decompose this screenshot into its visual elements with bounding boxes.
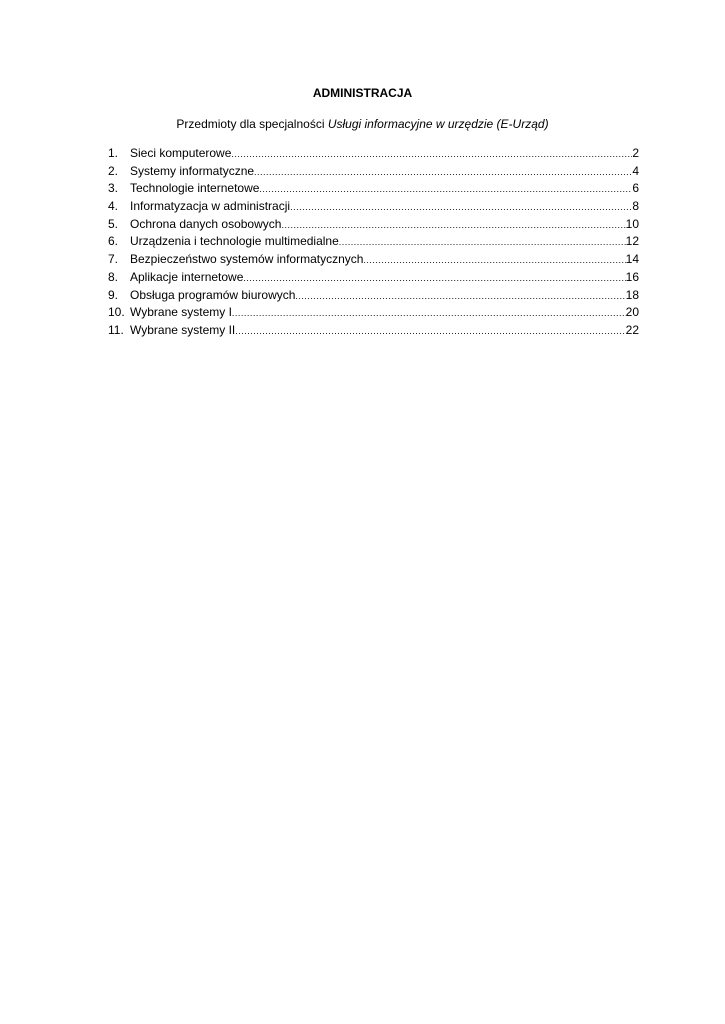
document-title: ADMINISTRACJA xyxy=(312,86,413,100)
toc-dot-leader xyxy=(281,217,625,235)
toc-entry-number: 9. xyxy=(108,287,119,302)
toc-entry-number: 5. xyxy=(108,216,119,231)
toc-entry-number: 7. xyxy=(108,252,119,267)
toc-entry-number: 6. xyxy=(108,234,119,249)
toc-entry-label[interactable]: Informatyzacja w administracji xyxy=(130,199,291,214)
toc-dot-leader xyxy=(290,199,632,217)
toc-entry-label[interactable]: Urządzenia i technologie multimedialne xyxy=(130,234,339,249)
subtitle-plain-text: Przedmioty dla specjalności xyxy=(176,117,328,131)
toc-entry[interactable] xyxy=(108,322,639,340)
toc-entry-page[interactable]: 12 xyxy=(625,234,639,249)
toc-dot-leader xyxy=(232,305,626,323)
toc-entry-number: 1. xyxy=(108,146,119,160)
toc-entry-number: 2. xyxy=(108,163,119,178)
toc-entry-label[interactable]: Sieci komputerowe xyxy=(130,146,232,160)
toc-entry[interactable] xyxy=(108,180,639,198)
toc-entry[interactable] xyxy=(108,304,639,322)
toc-entry-page[interactable]: 20 xyxy=(625,305,639,320)
toc-entry-label[interactable]: Wybrane systemy I xyxy=(130,305,232,320)
table-of-contents xyxy=(108,145,639,340)
toc-entry-label[interactable]: Ochrona danych osobowych xyxy=(130,216,282,231)
toc-entry-number: 11. xyxy=(108,322,124,337)
toc-entry[interactable] xyxy=(108,145,639,163)
toc-dot-leader xyxy=(243,270,625,288)
toc-entry-number: 4. xyxy=(108,199,119,214)
toc-dot-leader xyxy=(259,181,632,199)
toc-entry-page[interactable]: 22 xyxy=(625,322,639,337)
toc-entry-page[interactable]: 14 xyxy=(625,252,639,267)
toc-dot-leader xyxy=(339,234,626,252)
toc-entry-label[interactable]: Systemy informatyczne xyxy=(130,163,255,178)
toc-entry-page[interactable]: 6 xyxy=(632,181,639,196)
toc-entry-page[interactable]: 2 xyxy=(632,146,639,160)
toc-entry-page[interactable]: 16 xyxy=(625,269,639,284)
toc-entry-label[interactable]: Obsługa programów biurowych xyxy=(130,287,296,302)
toc-dot-leader xyxy=(363,252,625,270)
toc-entry-label[interactable]: Bezpieczeństwo systemów informatycznych xyxy=(130,252,364,267)
toc-entry-page[interactable]: 10 xyxy=(625,216,639,231)
toc-entry[interactable] xyxy=(108,269,639,287)
toc-entry[interactable] xyxy=(108,233,639,251)
toc-entry-page[interactable]: 8 xyxy=(632,199,639,214)
toc-dot-leader xyxy=(231,146,632,164)
toc-entry-number: 8. xyxy=(108,269,119,284)
toc-entry[interactable] xyxy=(108,198,639,216)
toc-dot-leader xyxy=(295,288,625,306)
toc-entry[interactable] xyxy=(108,251,639,269)
toc-entry-page[interactable]: 18 xyxy=(625,287,639,302)
toc-entry-label[interactable]: Technologie internetowe xyxy=(130,181,260,196)
toc-entry-label[interactable]: Aplikacje internetowe xyxy=(130,269,244,284)
toc-dot-leader xyxy=(254,164,632,182)
toc-entry[interactable] xyxy=(108,216,639,234)
toc-entry-number: 10. xyxy=(108,305,125,320)
document-subtitle xyxy=(0,117,725,131)
toc-dot-leader xyxy=(235,323,625,341)
toc-entry[interactable] xyxy=(108,287,639,305)
toc-entry[interactable] xyxy=(108,163,639,181)
subtitle-italic-text: Usługi informacyjne w urzędzie (E-Urząd) xyxy=(327,117,549,131)
toc-entry-page[interactable]: 4 xyxy=(632,163,639,178)
toc-entry-label[interactable]: Wybrane systemy II xyxy=(130,322,236,337)
toc-entry-number: 3. xyxy=(108,181,119,196)
